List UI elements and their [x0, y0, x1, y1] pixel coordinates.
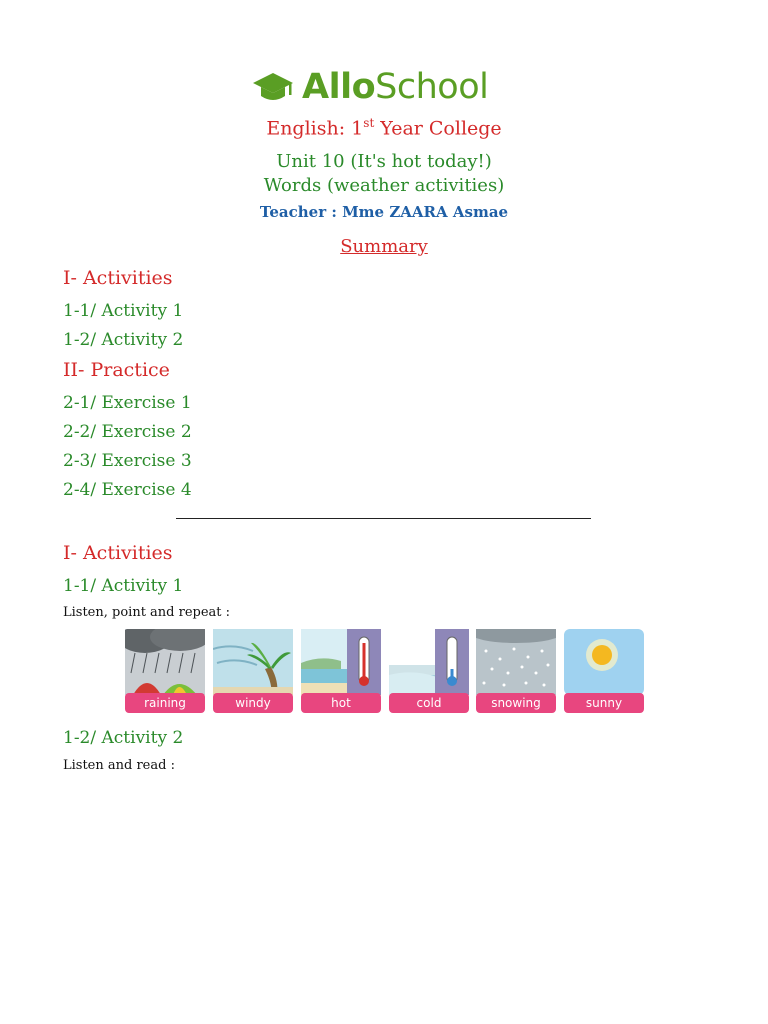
logo-text-bold: Allo: [302, 67, 376, 107]
weather-card-windy: [213, 629, 293, 713]
logo-text-light: School: [375, 67, 489, 107]
summary-item: 2-3/ Exercise 3: [63, 451, 192, 471]
weather-label: cold: [389, 693, 469, 713]
weather-card-raining: [125, 629, 205, 713]
snowing-picture: [476, 629, 556, 695]
activity-1-instruction: Listen, point and repeat :: [63, 605, 231, 620]
summary-heading: Summary: [340, 236, 428, 257]
sunny-picture: [564, 629, 644, 695]
summary-item: 2-2/ Exercise 2: [63, 422, 192, 442]
activity-2-instruction: Listen and read :: [63, 758, 175, 773]
weather-label: windy: [213, 693, 293, 713]
weather-card-snowing: [476, 629, 556, 713]
windy-picture: [213, 629, 293, 695]
summary-section-practice: II- Practice: [63, 359, 170, 381]
summary-item: 2-4/ Exercise 4: [63, 480, 192, 500]
summary-item: 1-2/ Activity 2: [63, 330, 184, 350]
weather-card-hot: [301, 629, 381, 713]
title-prefix: English: 1: [266, 117, 364, 140]
raining-picture: [125, 629, 205, 695]
summary-item: 2-1/ Exercise 1: [63, 393, 192, 413]
graduation-cap-icon: [252, 69, 294, 105]
summary-item: 1-1/ Activity 1: [63, 301, 184, 321]
title-suffix: Year College: [374, 117, 502, 140]
words-subtitle: Words (weather activities): [263, 175, 505, 196]
weather-card-sunny: [564, 629, 644, 713]
weather-picture-strip: [125, 629, 645, 715]
weather-label: snowing: [476, 693, 556, 713]
summary-section-activities: I- Activities: [63, 267, 173, 289]
cold-picture: [389, 629, 469, 695]
hot-picture: [301, 629, 381, 695]
teacher-name: Teacher : Mme ZAARA Asmae: [259, 203, 509, 221]
weather-label: raining: [125, 693, 205, 713]
logo-text: [302, 67, 488, 107]
section-heading-activities: I- Activities: [63, 542, 173, 564]
document-title: [0, 116, 768, 139]
unit-title: Unit 10 (It's hot today!): [276, 151, 492, 172]
title-superscript: st: [363, 116, 375, 130]
activity-2-heading: 1-2/ Activity 2: [63, 728, 184, 748]
horizontal-divider: [176, 518, 591, 519]
alloschool-logo: [252, 62, 488, 112]
weather-label: hot: [301, 693, 381, 713]
weather-card-cold: [389, 629, 469, 713]
activity-1-heading: 1-1/ Activity 1: [63, 576, 184, 596]
weather-label: sunny: [564, 693, 644, 713]
